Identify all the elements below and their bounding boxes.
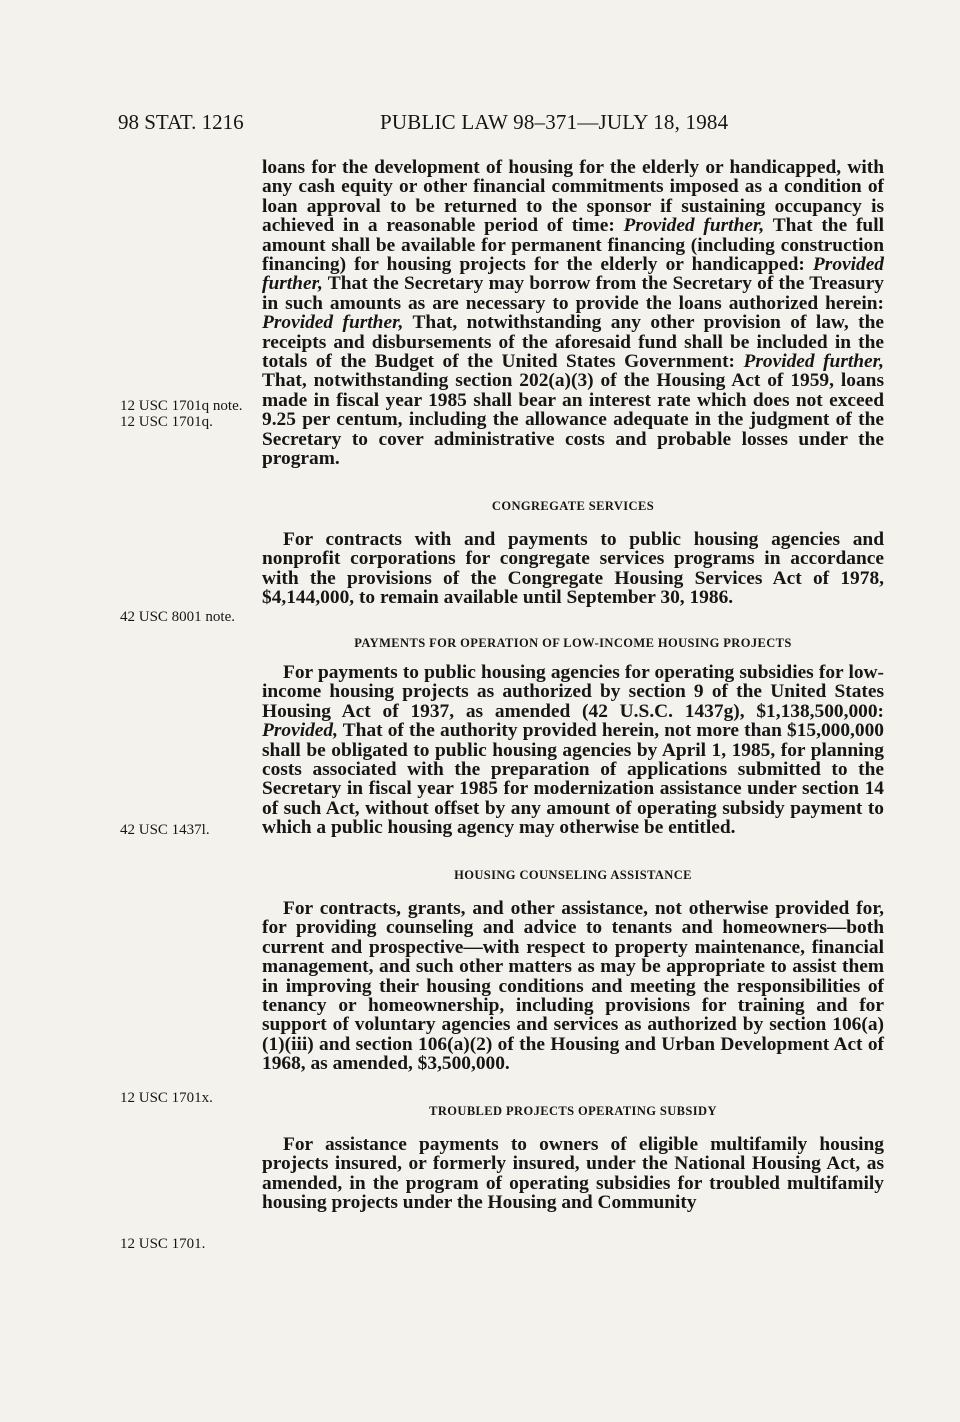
section-heading-congregate: CONGREGATE SERVICES [491,498,655,513]
counseling-paragraph: For contracts, grants, and other assistance, not otherwise provided for, for providing counseling and advice to tenants and homeowners—both current and prospective—with respect to property maintenance, financial management, and such other matters as may be appropriate to assist them in improving their housing conditions and meeting the responsibilities of tenancy or homeownership, including provisions for training and for support of voluntary agencies and services as authorized by section 106(a)(1)(iii) and section 106(a)(2) of the Housing and Urban Development Act of 1968, as amended, $3,500,000. [262,898,884,1075]
page-header [118,110,888,140]
section-heading-payments: PAYMENTS FOR OPERATION OF LOW-INCOME HOUSING PROJECTS [354,635,792,650]
stat-citation: 98 STAT. 1216 [118,110,244,134]
margin-note: 42 USC 1437l. [120,822,210,838]
section-heading-counseling: HOUSING COUNSELING ASSISTANCE [454,867,692,882]
margin-note: 12 USC 1701q note. 12 USC 1701q. [120,398,243,430]
intro-paragraph: loans for the development of housing for the elderly or handicapped, with any cash equity or other financial commitments imposed as a condition of loan approval to be returned to the sponsor if sustaining occupancy is achieved in a reasonable period of time: Provided further, That the full amount shall be available for permanent financing (including construction financing) for housing projects for the elderly or handicapped: Provided further, That the Secretary may borrow from the Secretary of the Treasury in such amounts as are necessary to provide the loans authorized herein: Provided further, That, notwithstanding any other provision of law, the receipts and disbursements of the aforesaid fund shall be included in the totals of the Budget of the United States Government: Provided further, That, notwithstanding section 202(a)(3) of the Housing Act of 1959, loans made in fiscal year 1985 shall bear an interest rate which does not exceed 9.25 per centum, including the allowance adequate in the judgment of the Secretary to cover administrative costs and probable losses under the program. [262,157,884,470]
margin-note: 42 USC 8001 note. [120,609,236,625]
troubled-paragraph: For assistance payments to owners of eligible multifamily housing projects insured, or formerly insured, under the National Housing Act, as amended, in the program of operating subsidies for troubled multifamily housing projects under the Housing and Community [262,1134,884,1214]
section-heading-troubled: TROUBLED PROJECTS OPERATING SUBSIDY [429,1103,717,1118]
main-text [262,158,884,1213]
congregate-paragraph: For contracts with and payments to public housing agencies and nonprofit corporations for congregate services programs in accordance with the provisions of the Congregate Housing Services Act of 1978, $4,144,000, to remain available until September 30, 1986. [262,528,884,609]
margin-note: 12 USC 1701. [120,1236,206,1252]
margin-note: 12 USC 1701x. [120,1090,213,1106]
law-title: PUBLIC LAW 98–371—JULY 18, 1984 [380,110,729,134]
payments-paragraph: For payments to public housing agencies for operating subsidies for low-income housing projects as authorized by section 9 of the United States Housing Act of 1937, as amended (42 U.S.C. 1437g), $1,138,500,000: Provided, That of the authority provided herein, not more than $15,000,000 shall be obligated to public housing agencies by April 1, 1985, for planning costs associated with the preparation of applications submitted to the Secretary in fiscal year 1985 for modernization assistance under section 14 of such Act, without offset by any amount of operating subsidy payment to which a public housing agency may otherwise be entitled. [262,661,884,839]
